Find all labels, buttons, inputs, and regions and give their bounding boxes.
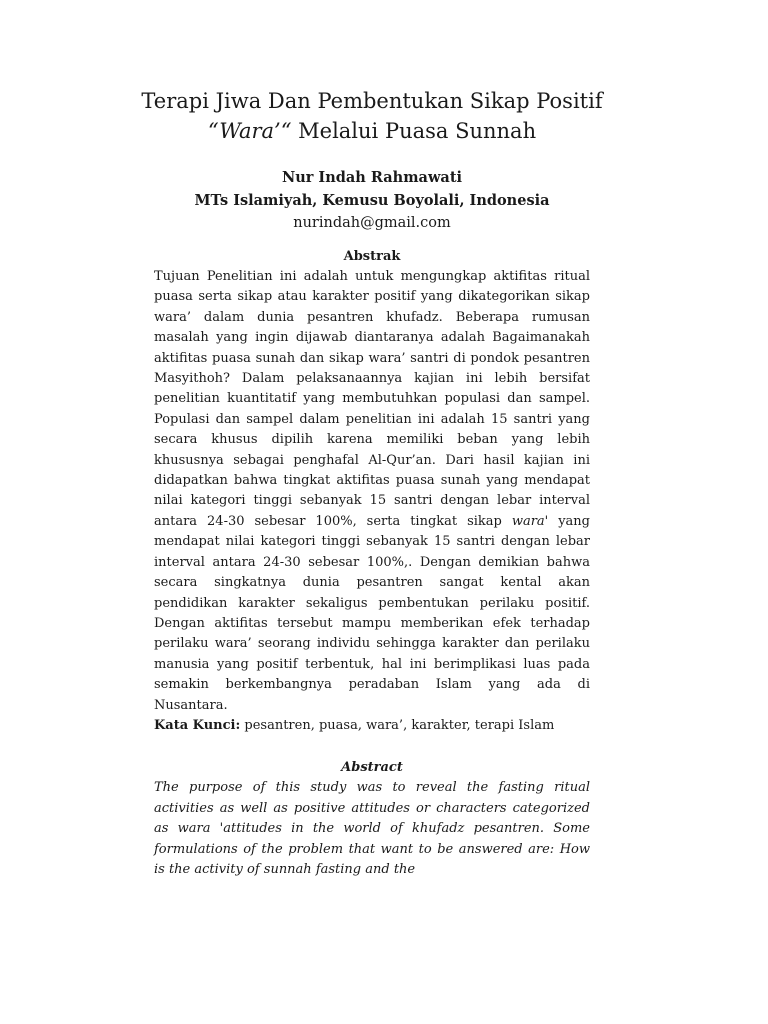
keywords-label: Kata Kunci: (154, 717, 241, 733)
keywords-text: pesantren, puasa, wara’, karakter, terapi Islam (240, 717, 555, 733)
abstrak-heading: Abstrak (343, 249, 401, 264)
title-line-1: Terapi Jiwa Dan Pembentukan Sikap Positif (141, 89, 603, 113)
title-wara-italic: “Wara’“ (207, 119, 292, 143)
abstract-body: The purpose of this study was to reveal the fasting ritual activities as well as positive attitudes or characters categorized as wara 'attitudes in the world of khufadz pesantren. Some formulations of the problem that want to be answered are: How is the activity of sunnah fasting and the (154, 780, 590, 877)
author-name: Nur Indah Rahmawati (281, 169, 463, 186)
abstrak-wara-italic: wara' (511, 513, 549, 529)
author-email: nurindah@gmail.com (293, 215, 451, 231)
keywords-line (154, 716, 590, 736)
abstract-heading: Abstract (341, 760, 403, 776)
abstrak-body (154, 267, 590, 716)
author-affiliation: MTs Islamiyah, Kemusu Boyolali, Indonesia (194, 192, 550, 209)
title-line-2: Melalui Puasa Sunnah (291, 119, 537, 143)
paper-page (141, 86, 603, 880)
abstrak-text-part-2: yang mendapat nilai kategori tinggi sebanyak 15 santri dengan lebar interval antara 24-30 sebesar 100%,. Dengan demikian bahwa secara singkatnya dunia pesantren sangat kental akan pendidikan karakter sekaligus pembentukan perilaku positif. Dengan aktifitas tersebut mampu memberikan efek terhadap perilaku wara’ seorang individu sehingga karakter dan perilaku manusia yang positif terbentuk, hal ini berimplikasi luas pada semakin berkembangnya peradaban Islam yang ada di Nusantara. (154, 513, 590, 713)
author-block (154, 166, 590, 235)
abstrak-text-part-1: Tujuan Penelitian ini adalah untuk mengungkap aktifitas ritual puasa serta sikap atau karakter positif yang dikategorikan sikap wara’ dalam dunia pesantren khufadz. Beberapa rumusan masalah yang ingin dijawab diantaranya adalah Bagaimanakah aktifitas puasa sunah dan sikap wara’ santri di pondok pesantren Masyithoh? Dalam pelaksanaannya kajian ini lebih bersifat penelitian kuantitatif yang membutuhkan populasi dan sampel. Populasi dan sampel dalam penelitian ini adalah 15 santri yang secara khusus dipilih karena memiliki beban yang lebih khususnya sebagai penghafal Al-Qur’an. Dari hasil kajian ini didapatkan bahwa tingkat aktifitas puasa sunah yang mendapat nilai kategori tinggi sebanyak 15 santri dengan lebar interval antara 24-30 sebesar 100%, serta tingkat sikap (154, 269, 590, 529)
paper-title (114, 86, 630, 146)
